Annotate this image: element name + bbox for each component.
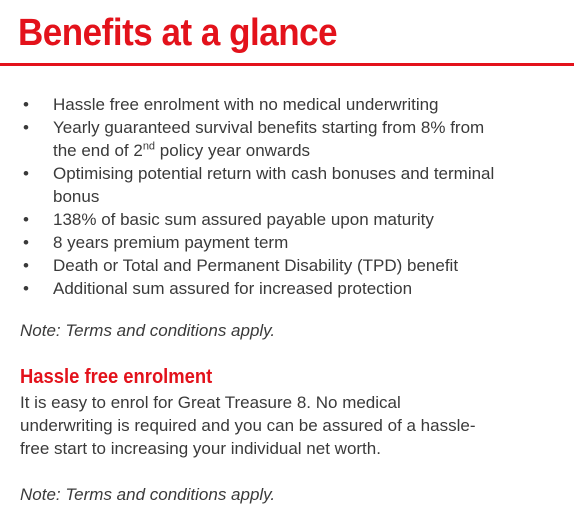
paragraph-line: It is easy to enrol for Great Treasure 8. No medical bbox=[20, 393, 401, 412]
terms-note: Note: Terms and conditions apply. bbox=[20, 321, 276, 340]
list-item bbox=[20, 208, 570, 231]
benefits-list bbox=[20, 93, 570, 300]
section-paragraph bbox=[20, 391, 570, 460]
bullet-icon: • bbox=[23, 95, 29, 114]
paragraph-line: free start to increasing your individual net worth. bbox=[20, 439, 381, 458]
list-item bbox=[20, 93, 570, 116]
title-divider bbox=[0, 63, 574, 66]
bullet-icon: • bbox=[23, 118, 29, 137]
list-item-text: Optimising potential return with cash bonuses and terminal bbox=[53, 164, 495, 183]
list-item-text: bonus bbox=[53, 187, 100, 206]
list-item-text: 138% of basic sum assured payable upon maturity bbox=[53, 210, 434, 229]
ordinal-suffix: nd bbox=[142, 140, 156, 153]
bullet-icon: • bbox=[23, 279, 29, 298]
list-item-text: Yearly guaranteed survival benefits starting from 8% from bbox=[53, 118, 485, 137]
bullet-icon: • bbox=[23, 256, 29, 275]
list-item bbox=[20, 116, 570, 162]
list-item-text: the end of 2 bbox=[53, 141, 143, 160]
bullet-icon: • bbox=[23, 210, 29, 229]
section-heading: Hassle free enrolment bbox=[20, 366, 213, 388]
list-item bbox=[20, 162, 570, 208]
paragraph-line: underwriting is required and you can be assured of a hassle- bbox=[20, 416, 476, 435]
terms-note: Note: Terms and conditions apply. bbox=[20, 485, 276, 504]
list-item bbox=[20, 277, 570, 300]
bullet-icon: • bbox=[23, 233, 29, 252]
list-item-text: Death or Total and Permanent Disability (TPD) benefit bbox=[53, 256, 459, 275]
list-item-text: Hassle free enrolment with no medical underwriting bbox=[53, 95, 439, 114]
list-item bbox=[20, 231, 570, 254]
list-item-text: 8 years premium payment term bbox=[53, 233, 289, 252]
list-item bbox=[20, 254, 570, 277]
list-item-text: Additional sum assured for increased protection bbox=[53, 279, 413, 298]
list-item-text: policy year onwards bbox=[155, 141, 311, 160]
page-title: Benefits at a glance bbox=[18, 12, 338, 54]
bullet-icon: • bbox=[23, 164, 29, 183]
